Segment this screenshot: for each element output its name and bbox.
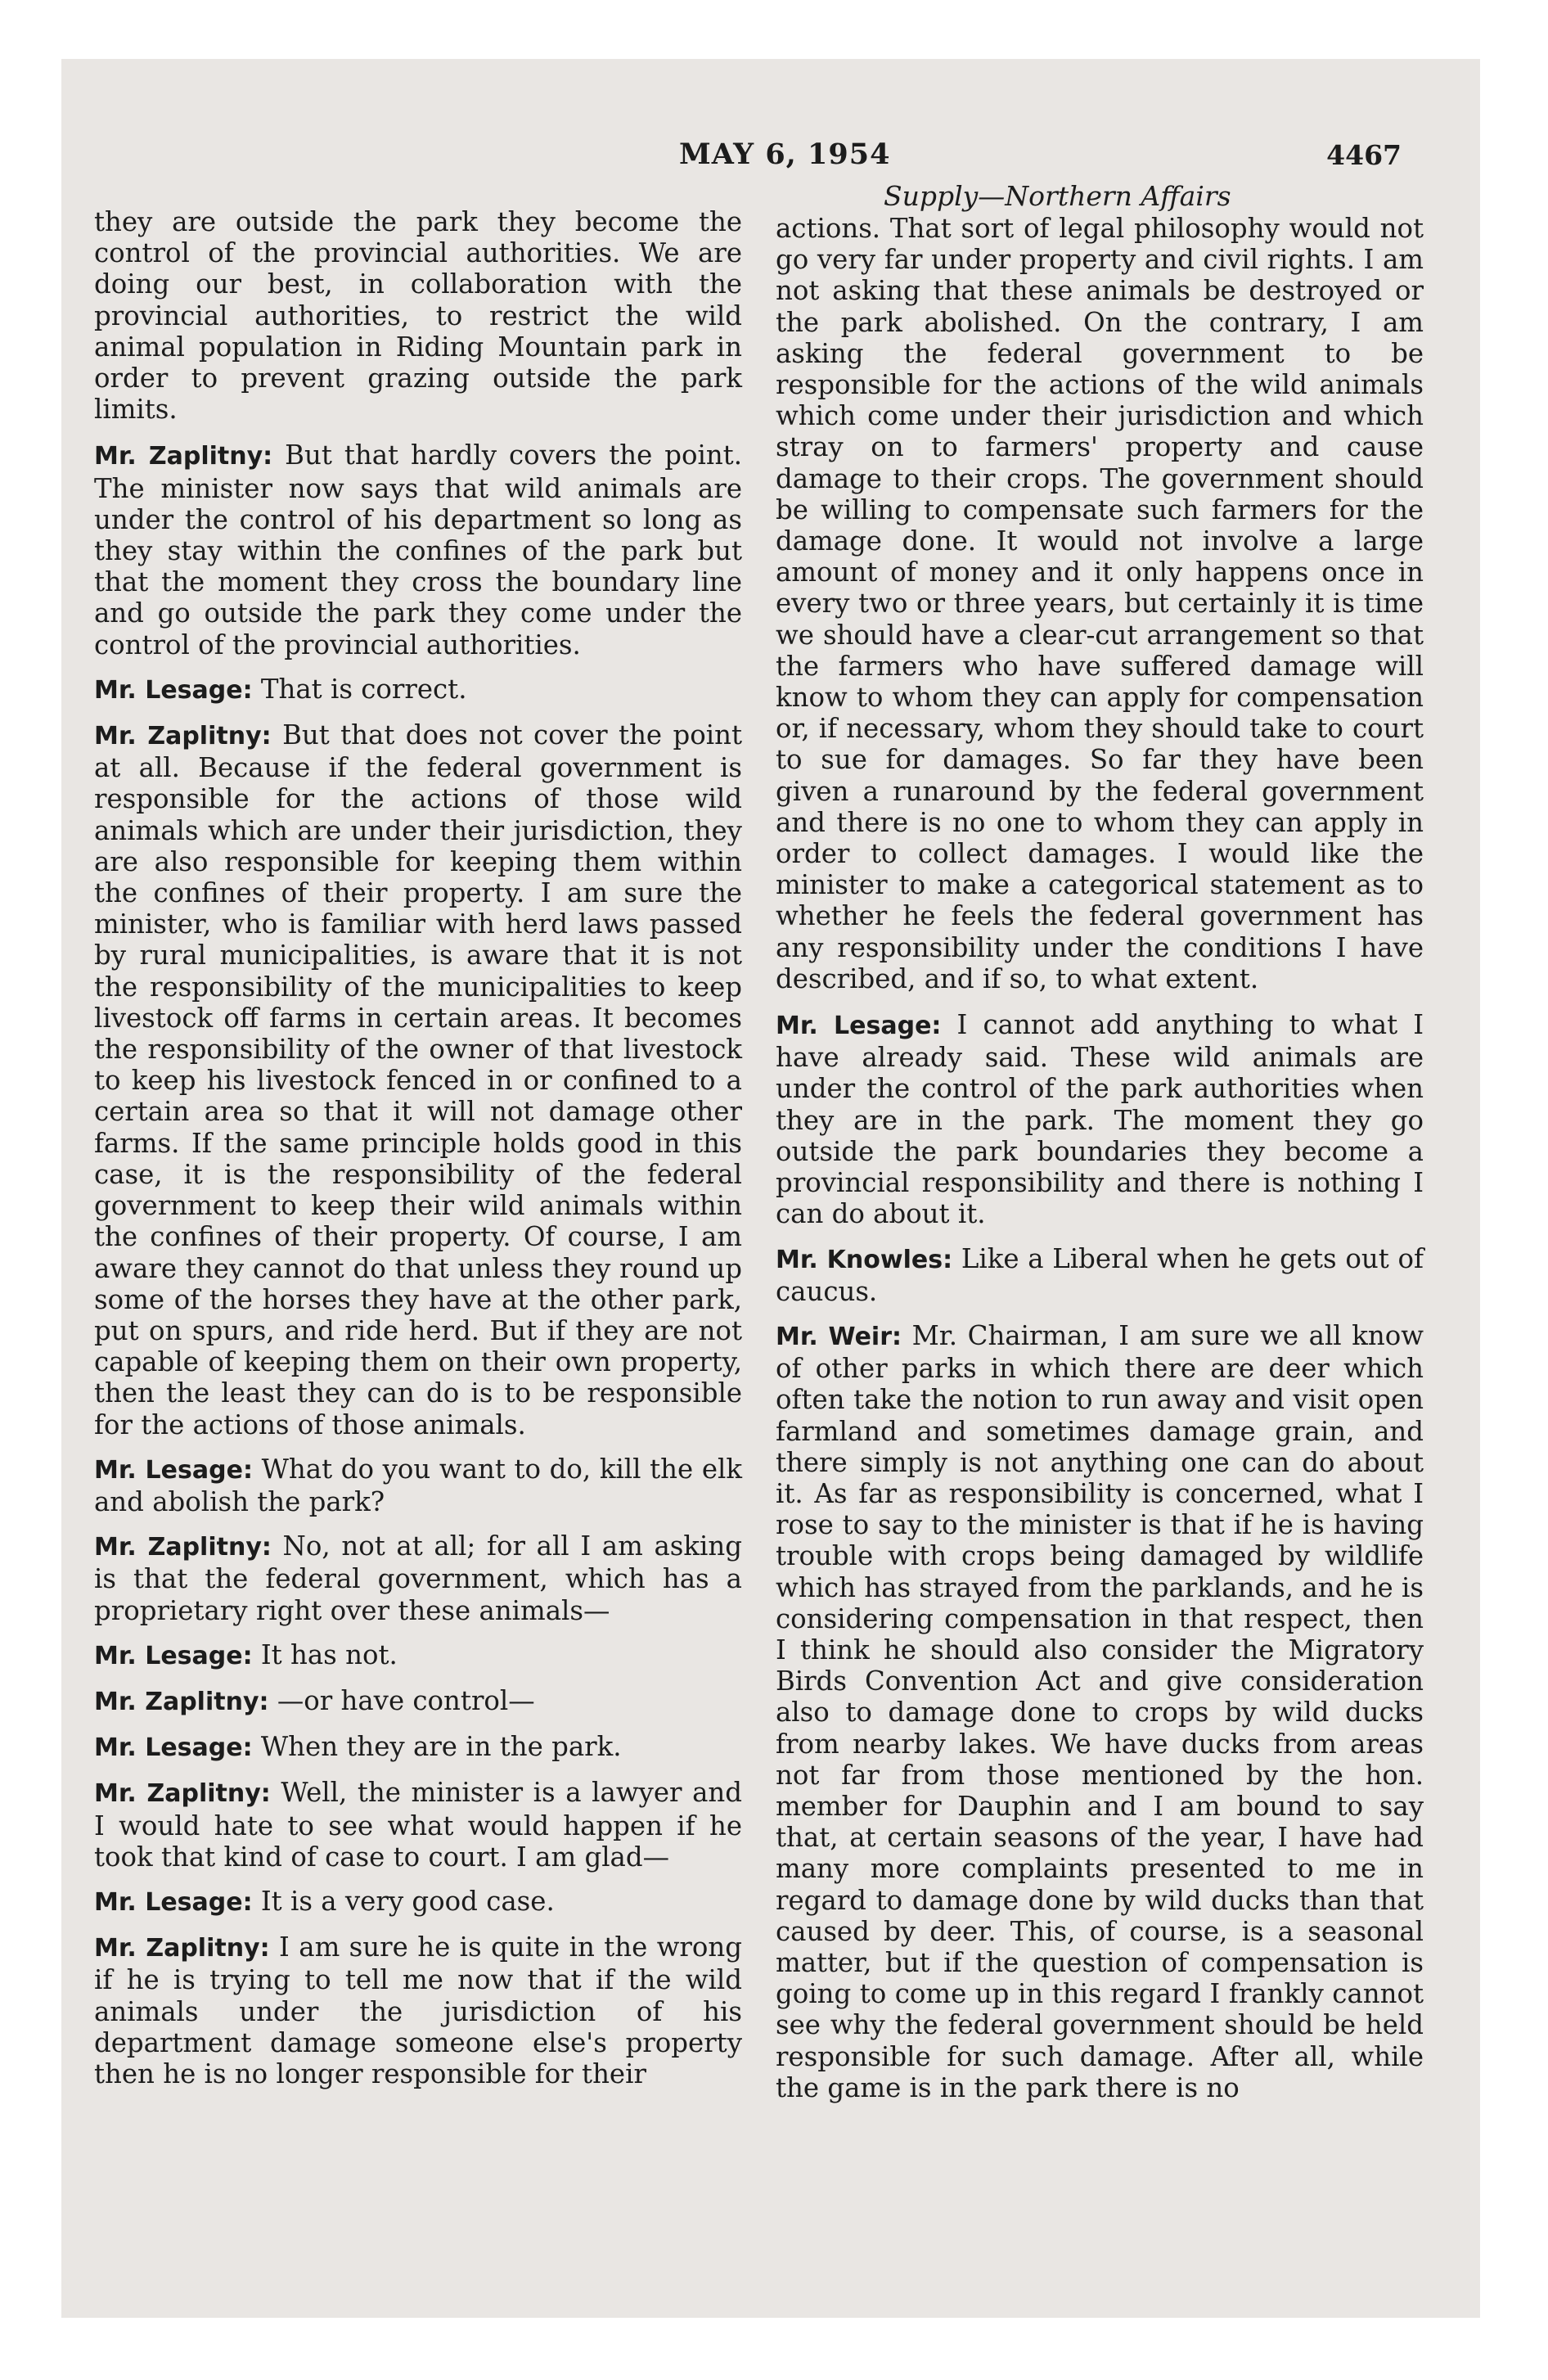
paragraph [94,1685,742,1718]
paragraph [94,439,742,660]
paragraph [94,1454,742,1517]
speaker-name: Mr. Lesage: [94,1733,253,1763]
paragraph [94,1530,742,1626]
speaker-name: Mr. Zaplitny: [94,722,272,751]
paragraph-text: What do you want to do, kill the elk and abolish the park? [94,1453,743,1517]
speaker-name: Mr. Zaplitny: [94,1779,271,1809]
paragraph [94,1886,742,1918]
paragraph [94,206,742,425]
paragraph-text: Mr. Chairman, I am sure we all know of other parks in which there are deer which often take the notion to run away and visit open farmland and sometimes damage grain, and there simply is not anything one can do about it. As far as responsibility is concerned, what I rose to say to the minister is that if he is having trouble with crops being damaged by wildlife which has strayed from the parklands, and he is considering compensation in that respect, then I think he should also consider the Migratory Birds Convention Act and give consideration also to damage done to crops by wild ducks from nearby lakes. We have ducks from areas not far from those mentioned by the hon. member for Dauphin and I am bound to say that, at certain seasons of the year, I have had many more complaints presented to me in regard to damage done by wild ducks than that caused by deer. This, of course, is a seasonal matter, but if the question of compensation is going to come up in this regard I frankly cannot see why the federal government should be held responsible for such damage. After all, while the game is in the park there is no [776,1319,1424,2103]
page-date: MAY 6, 1954 [679,137,891,171]
speaker-name: Mr. Lesage: [94,1887,253,1917]
paragraph-text: Like a Liberal when he gets out of caucus. [776,1242,1424,1307]
paragraph-text: they are outside the park they become the control of the provincial authorities. We are doing our best, in collaboration with the provincial authorities, to restrict the wild animal population in Riding Mountain park in order to prevent grazing outside the park limits. [94,206,742,426]
paragraph-text: It is a very good case. [260,1885,555,1917]
speaker-name: Mr. Lesage: [94,675,253,705]
paragraph [94,1777,742,1873]
paragraph-text: No, not at all; for all I am asking is that the federal government, which has a proprietary right over these animals— [94,1530,742,1626]
paragraph-text: I am sure he is quite in the wrong if he is trying to tell me now that if the wild animals under the jurisdiction of his department damage someone else's property then he is no longer responsible for their [94,1931,743,2089]
paragraph-text: But that hardly covers the point. The minister now says that wild animals are under the control of his department so long as they stay within the confines of the park but that the moment they cross the boundary line and go outside the park they come under the control of the provincial authorities. [94,439,742,660]
paragraph [94,1639,742,1672]
right-column [776,213,1424,2116]
speaker-name: Mr. Lesage: [776,1012,942,1041]
paragraph [94,1931,742,2089]
paragraph-text: It has not. [260,1639,398,1670]
speaker-name: Mr. Zaplitny: [94,1533,272,1562]
paragraph-text: When they are in the park. [260,1731,622,1763]
speaker-name: Mr. Knowles: [776,1245,953,1274]
paragraph-text: That is correct. [260,673,467,705]
speaker-name: Mr. Zaplitny: [94,442,273,471]
paragraph-text: But that does not cover the point at all. Because if the federal government is responsible for the actions of those wild animals which are under their jurisdiction, they are also responsible for keeping them within the confines of their property. I am sure the minister, who is familiar with herd laws passed by rural municipalities, is aware that it is not the responsibility of the municipalities to keep livestock off farms in certain areas. It becomes the responsibility of the owner of that livestock to keep his livestock fenced in or confined to a certain area so that it will not damage other farms. If the same principle holds good in this case, it is the responsibility of the federal government to keep their wild animals within the confines of their property. Of course, I am aware they cannot do that unless they round up some of the horses they have at the other park, put on spurs, and ride herd. But if they are not capable of keeping them on their own property, then the least they can do is to be responsible for the actions of those animals. [94,719,742,1440]
speaker-name: Mr. Lesage: [94,1455,253,1485]
paragraph [94,1731,742,1764]
paragraph [776,1009,1424,1229]
paragraph-text: Well, the minister is a lawyer and I would hate to see what would happen if he took that kind of case to court. I am glad— [94,1777,743,1873]
paragraph [776,1320,1424,2103]
section-heading: Supply—Northern Affairs [884,180,1231,212]
speaker-name: Mr. Lesage: [94,1641,253,1670]
paragraph [776,213,1424,994]
speaker-name: Mr. Weir: [776,1322,902,1351]
speaker-name: Mr. Zaplitny: [94,1934,270,1963]
paragraph [776,1243,1424,1307]
paragraph-text: —or have control— [277,1684,535,1716]
paragraph [94,719,742,1440]
page-number: 4467 [1326,139,1402,171]
hansard-page [61,59,1480,2318]
speaker-name: Mr. Zaplitny: [94,1687,269,1716]
paragraph [94,674,742,706]
left-column [94,206,742,2103]
paragraph-text: actions. That sort of legal philosophy would not go very far under property and civil rights. I am not asking that these animals be destroyed or the park abolished. On the contrary, I am asking the federal government to be responsible for the actions of the wild animals which come under their jurisdiction and which stray on to farmers' property and cause damage to their crops. The government should be willing to compensate such farmers for the damage done. It would not involve a large amount of money and it only happens once in every two or three years, but certainly it is time we should have a clear-cut arrangement so that the farmers who have suffered damage will know to whom they can apply for compensation or, if necessary, whom they should take to court to sue for damages. So far they have been given a runaround by the federal government and there is no one to whom they can apply in order to collect damages. I would like the minister to make a categorical statement as to whether he feels the federal government has any responsibility under the conditions I have described, and if so, to what extent. [776,213,1424,994]
paragraph-text: I cannot add anything to what I have already said. These wild animals are under the control of the park authorities when they are in the park. The moment they go outside the park boundaries they become a provincial responsibility and there is nothing I can do about it. [776,1009,1424,1230]
